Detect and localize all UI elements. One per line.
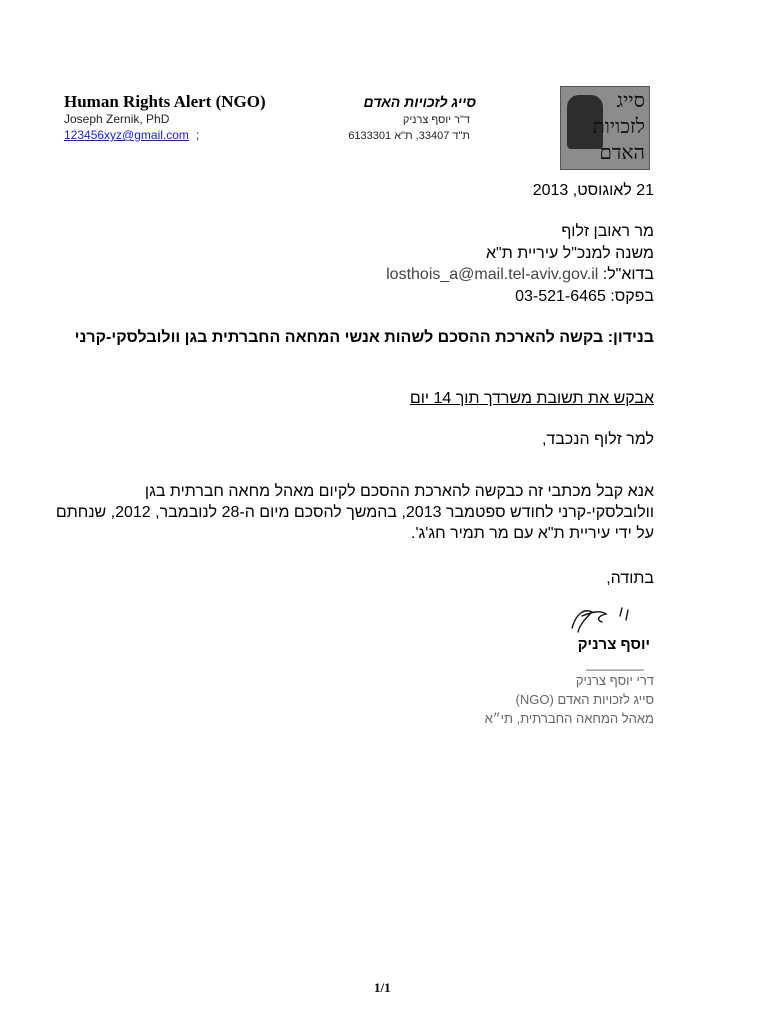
signatory-org: סייג לזכויות האדם (NGO) xyxy=(515,692,654,707)
signatory-title: דרי יוסף צרניק xyxy=(575,673,654,688)
signatory-affiliation: מאהל המחאה החברתית, תי״א xyxy=(484,711,654,726)
signatory-name: יוסף צרניק xyxy=(577,636,650,653)
salutation: למר זלוף הנכבד, xyxy=(541,431,654,448)
author-name-en: Joseph Zernik, PhD xyxy=(64,112,170,126)
signature-line: ________ xyxy=(586,656,644,671)
recipient-title: משנה למנכ"ל עיריית ת"א xyxy=(486,245,654,262)
closing: בתודה, xyxy=(606,570,654,587)
recipient-email-line xyxy=(386,266,654,284)
email-separator: ; xyxy=(196,128,200,142)
org-name-en: Human Rights Alert (NGO) xyxy=(64,92,266,111)
letter-date: 21 לאוגוסט, 2013 xyxy=(532,182,654,199)
recipient-email[interactable]: losthois_a@mail.tel-aviv.gov.il xyxy=(386,266,599,283)
recipient-name: מר ראובן זלוף xyxy=(561,223,654,240)
logo-text-line: לזכויות xyxy=(592,114,645,138)
author-name-he: ד"ר יוסף צרניק xyxy=(402,114,470,126)
subject-line: בנידון: בקשה להארכת ההסכם לשהות אנשי המחאה החברתית בגן וולובלסקי-קרני xyxy=(74,329,654,346)
page-number: 1/1 xyxy=(374,980,391,995)
logo xyxy=(560,86,650,170)
org-name-he: סייג לזכויות האדם xyxy=(363,94,476,110)
email-label: בדוא"ל: xyxy=(602,266,654,283)
email-link[interactable]: 123456xyz@gmail.com xyxy=(64,128,189,142)
logo-text-line: סייג xyxy=(616,88,645,112)
logo-text-line: האדם xyxy=(599,140,645,164)
body-paragraph: אנא קבל מכתבי זה כבקשה להארכת ההסכם לקיום מאהל מחאה חברתית בגן וולובלסקי-קרני לחודש ספטמבר 2013, בהמשך להסכם מיום ה-28 לנובמבר, 2012, שנחתם על ידי עיריית ת"א עם מר תמיר חג'ג'. xyxy=(55,483,654,542)
recipient-fax: בפקס: 03-521-6465 xyxy=(515,288,654,305)
address-he: ת"ד 33407, ת"א 6133301 xyxy=(348,130,470,142)
handwritten-signature xyxy=(536,598,650,636)
request-line: אבקש את תשובת משרדך תוך 14 יום xyxy=(409,390,654,407)
